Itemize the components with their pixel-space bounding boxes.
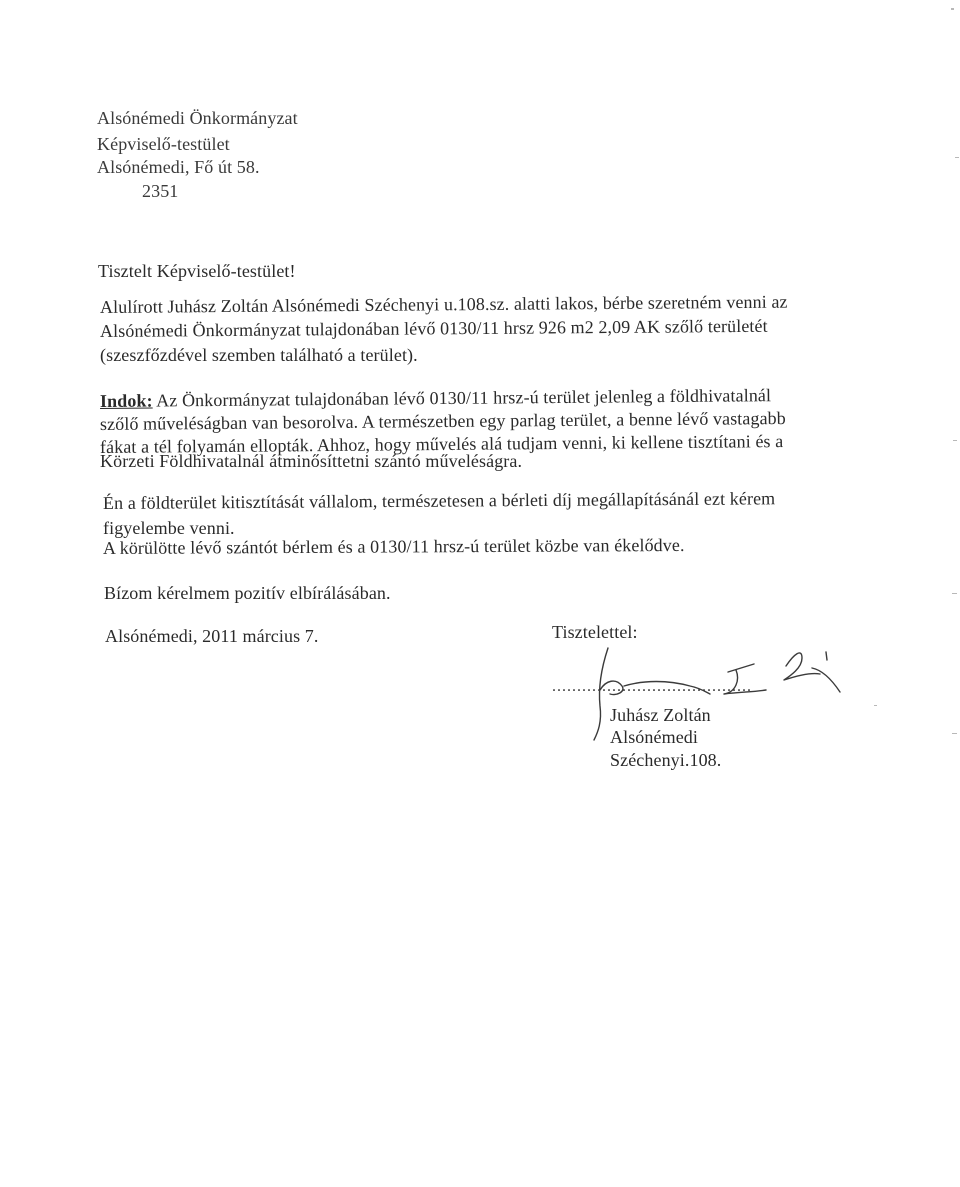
paragraph-reason-line-4: Körzeti Földhivatalnál átminősíttetni szántó műveléságra. xyxy=(100,451,523,471)
paragraph-offer-line-2: figyelembe venni. xyxy=(103,518,235,538)
scan-speck xyxy=(951,8,954,10)
scan-speck xyxy=(952,593,957,594)
place-and-date: Alsónémedi, 2011 március 7. xyxy=(105,626,319,646)
regards: Tisztelettel: xyxy=(552,622,638,642)
recipient-line-1: Alsónémedi Önkormányzat xyxy=(97,108,298,128)
paragraph-request-line-1: Alulírott Juhász Zoltán Alsónémedi Széchenyi u.108.sz. alatti lakos, bérbe szeretném venni az xyxy=(99,291,788,317)
signer-name: Juhász Zoltán xyxy=(610,705,711,725)
paragraph-reason-line-3: fákat a tél folyamán ellopták. Ahhoz, hogy művelés alá tudjam venni, ki kellene tisztítani és a xyxy=(99,431,784,457)
signature-line: ........................................ xyxy=(552,678,752,695)
scan-speck xyxy=(952,733,957,734)
recipient-line-2: Képviselő-testület xyxy=(97,134,230,154)
paragraph-offer-line-3: A körülötte lévő szántót bérlem és a 0130/11 hrsz-ú terület közbe van ékelődve. xyxy=(102,534,685,558)
reason-label: Indok: xyxy=(99,390,153,411)
recipient-postcode: 2351 xyxy=(142,181,179,201)
closing-sentence: Bízom kérelmem pozitív elbírálásában. xyxy=(104,583,391,603)
signer-street: Széchenyi.108. xyxy=(610,750,722,770)
reason-text-1: Az Önkormányzat tulajdonában lévő 0130/11 hrsz-ú terület jelenleg a földhivatalnál xyxy=(156,385,772,411)
paragraph-request-line-3: (szeszfőzdével szemben található a terület). xyxy=(100,345,418,365)
paragraph-offer-line-1: Én a földterület kitisztítását vállalom, természetesen a bérleti díj megállapításánál ezt kérem xyxy=(102,488,776,513)
paragraph-reason-line-2: szőlő műveléságban van besorolva. A természetben egy parlag terület, a benne lévő vastagabb xyxy=(99,408,786,434)
scan-speck xyxy=(874,705,877,706)
signer-city: Alsónémedi xyxy=(610,727,698,747)
salutation: Tisztelt Képviselő-testület! xyxy=(98,261,296,281)
scan-speck xyxy=(955,157,959,158)
scan-speck xyxy=(953,440,957,441)
paragraph-request-line-2: Alsónémedi Önkormányzat tulajdonában lévő 0130/11 hrsz 926 m2 2,09 AK szőlő területét xyxy=(99,315,768,341)
recipient-line-3: Alsónémedi, Fő út 58. xyxy=(97,157,260,177)
